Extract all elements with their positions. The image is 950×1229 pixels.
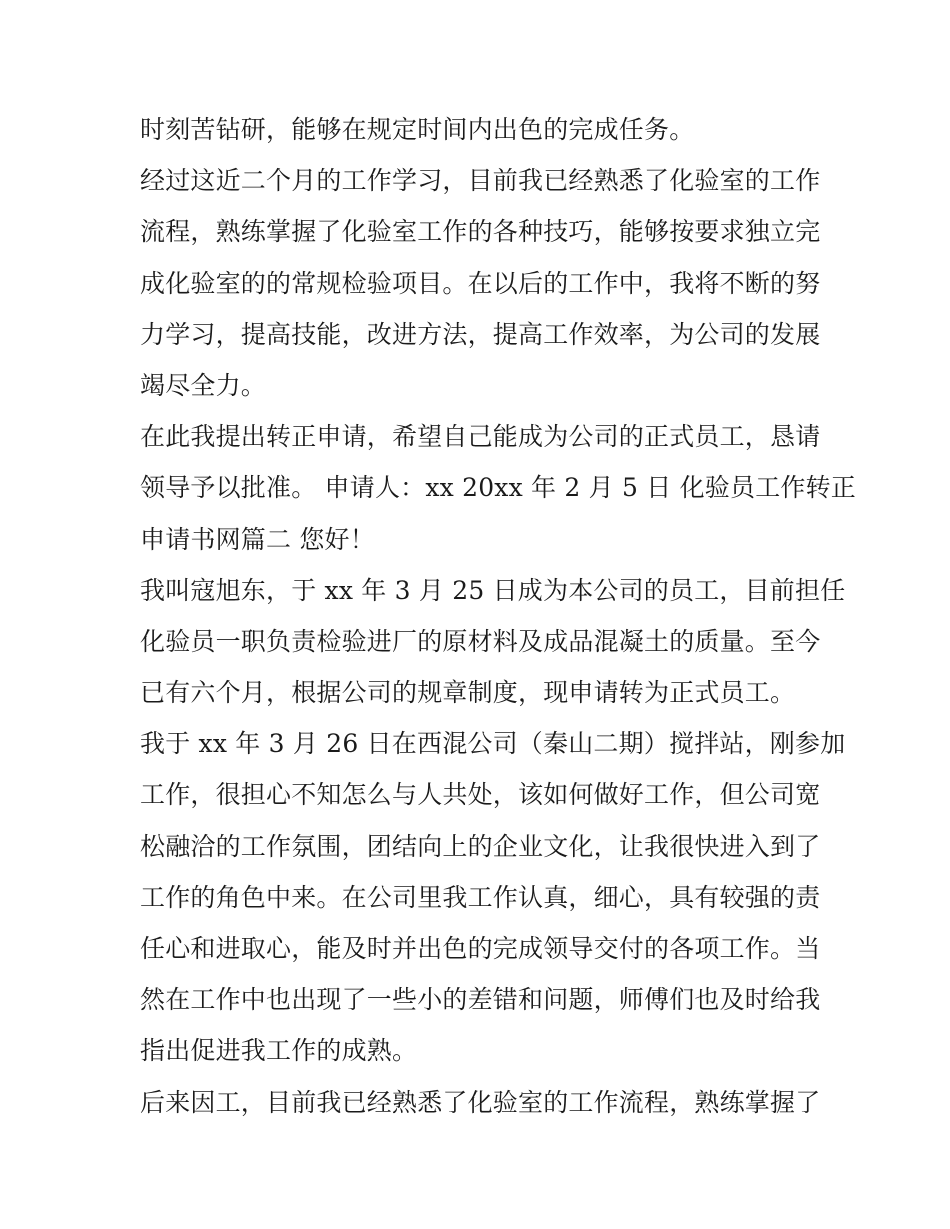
text-line: 任心和进取心，能及时并出色的完成领导交付的各项工作。当 (140, 934, 821, 963)
text-line: 后来因工，目前我已经熟悉了化验室的工作流程，熟练掌握了 (140, 1087, 821, 1117)
document-body (140, 104, 856, 1128)
text-line: 时刻苦钻研，能够在规定时间内出色的完成任务。 (140, 115, 695, 144)
text-line: 领导予以批准。 申请人：xx 20xx 年 2 月 5 日 化验员工作转正 (140, 473, 856, 503)
text-line: 在此我提出转正申请，希望自己能成为公司的正式员工，恳请 (140, 422, 821, 452)
text-line: 力学习，提高技能，改进方法，提高工作效率，为公司的发展 (140, 319, 821, 349)
text-line: 流程，熟练掌握了化验室工作的各种技巧，能够按要求独立完 (140, 217, 821, 247)
text-line: 工作的角色中来。在公司里我工作认真，细心，具有较强的责 (140, 882, 821, 912)
text-line: 工作，很担心不知怎么与人共处，该如何做好工作，但公司宽 (140, 780, 821, 810)
text-line: 竭尽全力。 (140, 370, 267, 400)
text-line: 指出促进我工作的成熟。 (140, 1036, 418, 1066)
text-line: 我于 xx 年 3 月 26 日在西混公司（秦山二期）搅拌站，刚参加 (140, 729, 846, 759)
text-line: 松融洽的工作氛围，团结向上的企业文化，让我很快进入到了 (140, 831, 821, 861)
text-line: 申请书网篇二 您好！ (140, 524, 375, 554)
text-line: 已有六个月，根据公司的规章制度，现申请转为正式员工。 (140, 678, 796, 708)
text-line: 我叫寇旭东，于 xx 年 3 月 25 日成为本公司的员工，目前担任 (140, 575, 846, 605)
text-line: 化验员一职负责检验进厂的原材料及成品混凝土的质量。至今 (140, 626, 821, 656)
text-line: 成化验室的的常规检验项目。在以后的工作中，我将不断的努 (140, 268, 821, 298)
text-line: 经过这近二个月的工作学习，目前我已经熟悉了化验室的工作 (140, 166, 821, 196)
text-line: 然在工作中也出现了一些小的差错和问题，师傅们也及时给我 (140, 985, 821, 1015)
